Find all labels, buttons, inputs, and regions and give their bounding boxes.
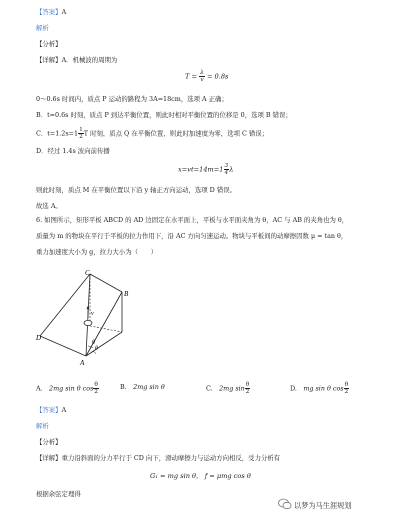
q6-line3: 重力加速度大小为 g，拉力大小为（ ） bbox=[36, 248, 158, 256]
option-C-den: 2 bbox=[245, 389, 250, 395]
block bbox=[84, 320, 92, 325]
q6-line2: 质量为 m 的物块在平行于平板的拉力作用下，沿 AC 方向匀速运动。物块与平板间的动摩擦因数 μ = tan θ， bbox=[36, 232, 348, 240]
label-v: v bbox=[91, 311, 94, 317]
option-D bbox=[290, 382, 349, 395]
line-C-den: 2 bbox=[79, 134, 83, 140]
option-C-label: C. bbox=[206, 384, 213, 393]
option-C-fraction bbox=[245, 382, 251, 395]
xiangjie-tag-2: 【详解】 bbox=[36, 454, 62, 462]
label-C: C bbox=[85, 269, 90, 277]
option-D-label: D. bbox=[290, 384, 297, 393]
line-choose: 故选 A。 bbox=[36, 202, 62, 210]
edge-CD bbox=[40, 274, 90, 336]
edge-CB bbox=[90, 274, 122, 292]
block2-line2: 根据余弦定理得 bbox=[36, 490, 81, 498]
incline-plate-figure bbox=[38, 268, 146, 368]
xiangjie-tag: 【详解】 bbox=[36, 56, 62, 64]
option-A-fraction bbox=[93, 382, 99, 395]
option-A-coef: 2mg sin θ cos bbox=[49, 384, 94, 393]
option-C-coef: 2mg sin bbox=[219, 384, 245, 393]
option-A-den: 2 bbox=[94, 389, 98, 395]
label-theta-1: θ bbox=[92, 340, 95, 346]
option-C-num: θ bbox=[245, 382, 250, 388]
eq-x-den: 4 bbox=[224, 170, 229, 176]
eq-T-den: v bbox=[200, 77, 204, 83]
option-B-label: B. bbox=[120, 383, 127, 391]
option-C bbox=[206, 382, 250, 395]
angle-arc-2 bbox=[92, 352, 96, 354]
velocity-arrowhead bbox=[87, 306, 90, 310]
fenxi-tag-2: 【分析】 bbox=[36, 438, 62, 446]
option-B-coef: 2mg sin θ bbox=[133, 383, 165, 391]
eq-x-pre: x=vt=14m=1 bbox=[178, 165, 224, 174]
q6-line1: 6. 如图所示，矩形平板 ABCD 的 AD 边固定在水平面上，平板与水平面夹角为 θ，AC 与 AB 的夹角也为 θ， bbox=[36, 216, 349, 224]
jiexi-tag: 解析 bbox=[36, 24, 49, 32]
fenxi-tag: 【分析】 bbox=[36, 40, 62, 48]
block2-line1: 重力沿斜面的分力平行于 CD 向下，滑动摩擦力与运动方向相反，受力分析有 bbox=[61, 454, 281, 462]
option-D-den: 2 bbox=[344, 389, 349, 395]
eq-T-right: = 0.8s bbox=[206, 72, 229, 81]
answer-tag-2: 【答案】 bbox=[36, 406, 62, 414]
eq-x-post: λ bbox=[229, 165, 234, 174]
label-B: B bbox=[124, 290, 129, 298]
label-A: A bbox=[80, 359, 85, 367]
xiangjie-line bbox=[36, 56, 117, 64]
option-D-num: θ bbox=[344, 382, 349, 388]
line-A2: 0～0.6s 时间内，质点 P 运动的路程为 3A=18cm，选项 A 正确； bbox=[36, 95, 228, 103]
line-C-num: 1 bbox=[79, 127, 83, 133]
ground-dashed-line bbox=[90, 326, 122, 332]
label-D: D bbox=[36, 334, 42, 342]
answer-line-2 bbox=[36, 406, 66, 414]
eq-x-num: 3 bbox=[224, 163, 229, 169]
equation-period bbox=[185, 70, 228, 83]
line-A: A．机械波的周期为 bbox=[61, 56, 118, 64]
equation-forces: G₁ = mg sin θ， f = μmg cos θ bbox=[150, 472, 251, 480]
xiangjie-line-2 bbox=[36, 454, 280, 462]
answer-tag: 【答案】 bbox=[36, 8, 62, 16]
jiexi-tag-2: 解析 bbox=[36, 422, 49, 430]
answer-line-1 bbox=[36, 8, 66, 16]
option-D-fraction bbox=[344, 382, 350, 395]
line-D2: 则此时刻，质点 M 在平衡位置以下沿 y 轴正方向运动，选项 D 错误。 bbox=[36, 186, 237, 194]
answer-value-2: A bbox=[61, 406, 67, 414]
wechat-icon bbox=[278, 498, 292, 510]
line-C-pre: C．t=1.2s=1 bbox=[36, 129, 79, 138]
option-D-coef: mg sin θ cos bbox=[303, 384, 344, 393]
eq-T-fraction bbox=[199, 70, 205, 83]
answer-value: A bbox=[61, 8, 67, 16]
option-B bbox=[120, 382, 165, 391]
eq-T-num: λ bbox=[200, 70, 204, 76]
option-A-num: θ bbox=[94, 382, 98, 388]
watermark-text: 以梦为马生涯规划 bbox=[294, 501, 352, 510]
line-B: B．t=0.6s 时刻，质点 P 到达平衡位置，则此时相对平衡位置的位移是 0，选项 B 错误； bbox=[36, 111, 292, 119]
line-D: D．经过 1.4s 波向前传播 bbox=[36, 147, 110, 155]
equation-distance bbox=[178, 163, 233, 176]
option-A bbox=[36, 382, 99, 395]
line-C bbox=[36, 127, 268, 140]
edge-DA bbox=[40, 336, 86, 356]
option-A-label: A. bbox=[36, 384, 43, 393]
label-theta-2: θ bbox=[95, 346, 98, 352]
eq-T-left: T = bbox=[185, 72, 198, 81]
line-C-post: T 时刻，质点 Q 在平衡位置，则此时加速度为零，选项 C 错误； bbox=[83, 129, 269, 138]
